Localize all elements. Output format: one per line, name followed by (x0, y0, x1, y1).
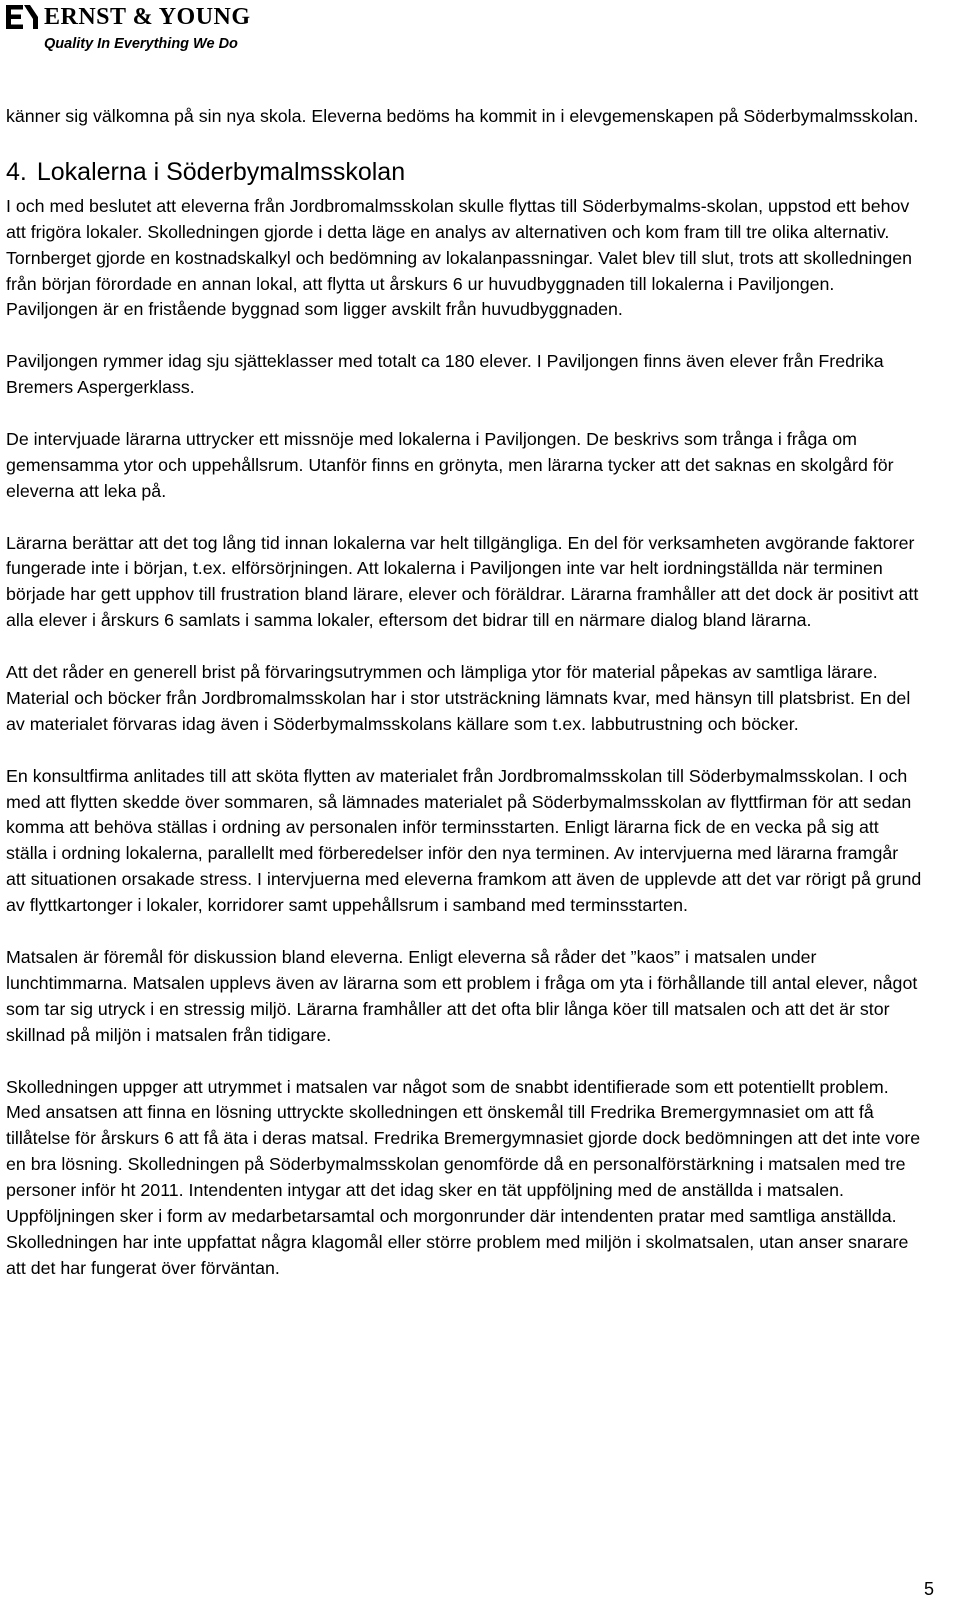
paragraph: En konsultfirma anlitades till att sköta flytten av materialet från Jordbromalmsskolan till Söderbymalmsskolan. I och med att flytten skedde över sommaren, så lämnades materialet på Söderbymalmsskolan av flyttfirman för att sedan komma att behöva ställas i ordning av personalen inför terminsstarten. Enligt lärarna fick de en vecka på sig att ställa i ordning lokalerna, parallellt med förberedelser inför den nya terminen. Av intervjuerna med lärarna framgår att situationen orsakade stress. I intervjuerna med eleverna framkom att även de upplevde att det var rörigt på grund av flyttkartonger i lokaler, korridorer samt uppehållsrum i samband med terminsstarten. (6, 765, 922, 916)
ernst-young-logo (6, 4, 256, 56)
page-number: 5 (923, 1579, 934, 1599)
document-body (6, 104, 922, 1308)
paragraph: Lärarna berättar att det tog lång tid innan lokalerna var helt tillgängliga. En del för verksamheten avgörande faktorer fungerade inte i början, t.ex. elförsörjningen. Att lokalerna i Paviljongen inte var helt iordningställda när terminen började har gett upphov till frustration bland lärare, elever och föräldrar. Lärarna framhåller att det dock är positivt att alla elever i årskurs 6 samlats i samma lokaler, eftersom det bidrar till en närmare dialog bland lärarna. (6, 532, 919, 631)
section-title: Lokalerna i Söderbymalmsskolan (36, 157, 406, 186)
logo-tagline: Quality In Everything We Do (44, 36, 238, 52)
section-heading (6, 156, 922, 188)
paragraph: Matsalen är föremål för diskussion bland eleverna. Enligt eleverna så råder det ”kaos” i matsalen under lunchtimmarna. Matsalen upplevs även av lärarna som ett problem i fråga om yta i förhållande till antal elever, något som tar sig utryck i en stressig miljö. Lärarna framhåller att det ofta blir långa köer till matsalen och att det är stor skillnad på miljön i matsalen från tidigare. (6, 946, 918, 1045)
paragraph: Paviljongen rymmer idag sju sjätteklasser med totalt ca 180 elever. I Paviljongen finns även elever från Fredrika Bremers Aspergerklass. (6, 351, 884, 398)
paragraph-continuation: känner sig välkomna på sin nya skola. Eleverna bedöms ha kommit in i elevgemenskapen på Söderbymalmsskolan. (6, 106, 919, 126)
paragraph: Skolledningen uppger att utrymmet i matsalen var något som de snabbt identifierade som ett potentiellt problem. Med ansatsen att finna en lösning uttryckte skolledningen ett önskemål till Fredrika Bremergymnasiet om att få tillåtelse för årskurs 6 att få äta i deras matsal. Fredrika Bremergymnasiet gjorde dock bedömningen att det inte vore en bra lösning. Skolledningen på Söderbymalmsskolan genomförde då en personalförstärkning i matsalen med tre personer inför ht 2011. Intendenten intygar att det idag sker en tät uppföljning med de anställda i matsalen. Uppföljningen sker i form av medarbetarsamtal och morgonrunder där intendenten pratar med samtliga anställda. Skolledningen har inte uppfattat några klagomål eller större problem med miljön i skolmatsalen, utan anser snarare att det har fungerat över förväntan. (6, 1076, 921, 1278)
paragraph: Att det råder en generell brist på förvaringsutrymmen och lämpliga ytor för material påpekas av samtliga lärare. Material och böcker från Jordbromalmsskolan har i stor utsträckning lämnats kvar, med hänsyn till platsbrist. En del av materialet förvaras idag även i Söderbymalmsskolans källare som t.ex. labbutrustning och böcker. (6, 662, 911, 734)
paragraph: I och med beslutet att eleverna från Jordbromalmsskolan skulle flyttas till Söderbymalms-skolan, uppstod ett behov att frigöra lokaler. Skolledningen gjorde i detta läge en analys av alternativen och kom fram till tre olika alternativ. Tornberget gjorde en kostnadskalkyl och bedömning av lokalanpassningar. Valet blev till slut, trots att skolledningen från början förordade en annan lokal, att flytta ut årskurs 6 ur huvudbyggnaden till lokalerna i Paviljongen. Paviljongen är en fristående byggnad som ligger avskilt från huvudbyggnaden. (6, 195, 913, 320)
paragraph: De intervjuade lärarna uttrycker ett missnöje med lokalerna i Paviljongen. De beskrivs som trånga i fråga om gemensamma ytor och uppehållsrum. Utanför finns en grönyta, men lärarna tycker att det saknas en skolgård för eleverna att leka på. (6, 428, 894, 501)
ey-logo-mark-icon (6, 5, 38, 29)
section-number: 4. (6, 157, 27, 186)
logo-company-name: ERNST & YOUNG (44, 4, 251, 30)
